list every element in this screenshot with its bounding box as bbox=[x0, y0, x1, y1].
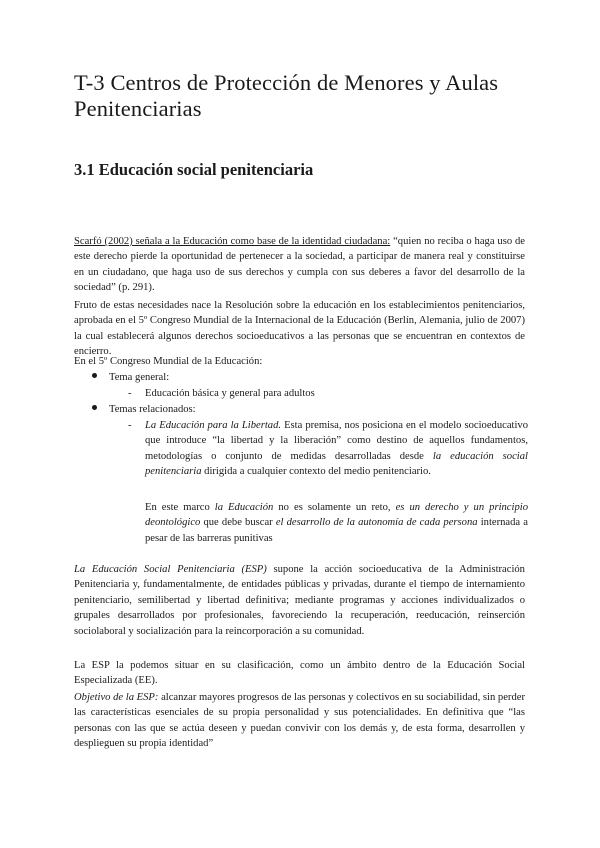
body-text: supone la acción socioeducativa de la Administración Penitenciaria y, fundamentalmente, de entidades públicas y privadas, durante el tiempo de internamiento penitenciario, semilibertad y libertad definitiva; mediante programas y acciones individualizados o grupales desarrollados por profesionales, favoreciendo la recuperación, reeducación, reinserción sociolaboral y socialización para la reincorporación a su comunidad. bbox=[74, 564, 525, 637]
bullet-label: Temas relacionados: bbox=[109, 404, 196, 415]
body-text: alcanzar mayores progresos de las personas y colectivos en su sociabilidad, sin perder las características esenciales de su propia personalidad y sus potencialidades. En definitiva que “las personas con las que se actúa deseen y puedan convivir con los demás y, de esta forma, desarrollen y desplieguen su propia identidad” bbox=[74, 692, 525, 750]
emphasis-text: Objetivo de la ESP: bbox=[74, 692, 159, 703]
underlined-lead: Scarfó (2002) señala a la Educación como base de la identidad ciudadana: bbox=[74, 236, 391, 247]
body-text: que debe buscar bbox=[200, 517, 276, 529]
bullet-label: Tema general: bbox=[109, 372, 170, 383]
dash-icon: - bbox=[128, 420, 132, 431]
emphasis-text: el desarrollo de la autonomía de cada persona bbox=[275, 517, 478, 529]
paragraph-resolution: Fruto de estas necesidades nace la Resolución sobre la educación en los establecimientos penitenciarios, aprobada en el 5º Congreso Mundial de la Internacional de la Educación (Berlín, Alemania, julio de 2007) la cual establecerá algunos derechos socioeducativos a las personas que se encuentran en contextos de encierro. bbox=[74, 300, 525, 358]
bullet-dot-icon bbox=[92, 373, 97, 378]
body-text: dirigida a cualquier contexto del medio penitenciario. bbox=[201, 466, 431, 478]
body-text: En este marco bbox=[145, 502, 215, 513]
congress-intro: En el 5º Congreso Mundial de la Educación: bbox=[74, 356, 263, 367]
paragraph-scarfo bbox=[74, 234, 525, 296]
paragraph-esp-classification: La ESP la podemos situar en su clasificación, como un ámbito dentro de la Educación Social Especializada (EE). bbox=[74, 660, 525, 687]
sub-item-freedom bbox=[128, 418, 528, 480]
body-text: internada a pesar de las barreras punitivas bbox=[145, 517, 528, 544]
emphasis-text: La Educación Social Penitenciaria (ESP) bbox=[74, 564, 267, 575]
body-text: no es solamente un reto, bbox=[273, 502, 396, 513]
sub-item-framework bbox=[145, 500, 528, 546]
dash-icon: - bbox=[128, 388, 132, 399]
paragraph-esp-definition bbox=[74, 562, 525, 639]
bullet-dot-icon bbox=[92, 405, 97, 410]
emphasis-text: La Educación para la Libertad. bbox=[145, 420, 282, 431]
body-text: Esta premisa, nos posiciona en el modelo socioeducativo que introduce “la libertad y la liberación” como destino de aquellos fundamentos, metodologías o conjunto de medidas desarrolladas desde bbox=[145, 420, 529, 462]
emphasis-text: es un derecho y un principio deontológico bbox=[145, 502, 528, 529]
section-heading: 3.1 Educación social penitenciaria bbox=[74, 160, 314, 179]
quote-text: “quien no reciba o haga uso de este derecho pierde la oportunidad de pertenecer a la sociedad, a participar de manera real y constituirse en un ciudadano, que haga uso de sus derechos y cumpla con sus deberes a favor del desarrollo de la sociedad” (p. 291). bbox=[74, 236, 525, 294]
sub-item-text bbox=[145, 418, 528, 480]
page-title: T-3 Centros de Protección de Menores y Aulas Penitenciarias bbox=[74, 70, 499, 121]
sub-item-basic-education bbox=[128, 386, 315, 401]
bullet-related-topics bbox=[92, 402, 196, 417]
sub-item-text: Educación básica y general para adultos bbox=[145, 388, 315, 399]
paragraph-esp-objective bbox=[74, 690, 525, 752]
emphasis-text: la Educación bbox=[214, 502, 274, 513]
emphasis-text: la educación social penitenciaria bbox=[145, 450, 528, 478]
bullet-general-topic bbox=[92, 370, 169, 385]
